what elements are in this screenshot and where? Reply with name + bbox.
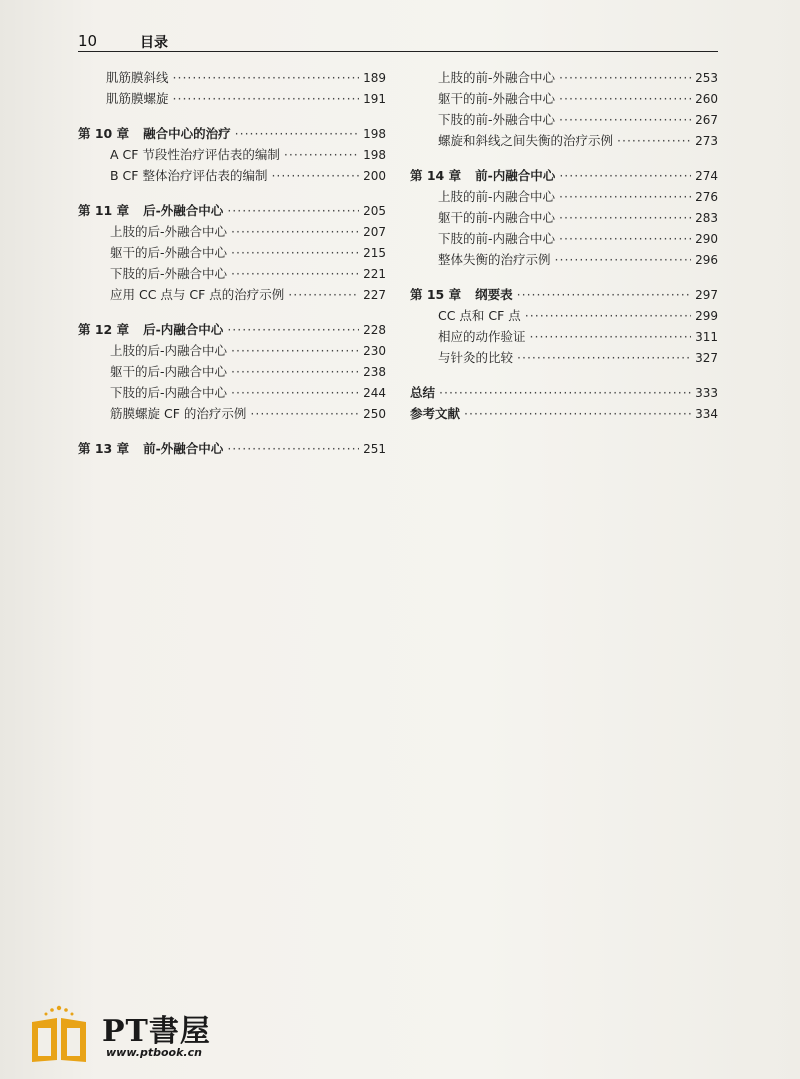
entry-title: 应用 CC 点与 CF 点的治疗示例: [110, 287, 285, 302]
entry-title: 整体失衡的治疗示例: [438, 252, 551, 267]
leader-dots: [525, 305, 691, 326]
leader-dots: [517, 347, 691, 368]
entry-page-number: 276: [695, 190, 718, 204]
entry-title: 肌筋膜斜线: [106, 70, 169, 85]
entry-title: 后-内融合中心: [143, 322, 224, 337]
toc-section-entry: [410, 130, 718, 151]
entry-page-number: 274: [695, 169, 718, 183]
entry-page-number: 297: [695, 288, 718, 302]
chapter-number: 第 13 章: [78, 441, 130, 456]
entry-title: 躯干的后-内融合中心: [110, 364, 228, 379]
entry-page-number: 283: [695, 211, 718, 225]
watermark-url: www.ptbook.cn: [106, 1046, 202, 1059]
entry-title: 相应的动作验证: [438, 329, 526, 344]
entry-title: 上肢的后-内融合中心: [110, 343, 228, 358]
toc-section-entry: [410, 347, 718, 368]
entry-page-number: 205: [363, 204, 386, 218]
entry-page-number: 299: [695, 309, 718, 323]
toc-section-entry: [78, 88, 386, 109]
watermark: [28, 1000, 268, 1070]
entry-title: 总结: [410, 385, 436, 400]
toc-section-entry: [410, 186, 718, 207]
toc-section-entry: [410, 67, 718, 88]
entry-page-number: 215: [363, 246, 386, 260]
toc-section-entry: [78, 165, 386, 186]
entry-page-number: 253: [695, 71, 718, 85]
entry-title: CC 点和 CF 点: [438, 308, 521, 323]
toc-section-entry: [410, 228, 718, 249]
chapter-number: 第 15 章: [410, 287, 462, 302]
leader-dots: [288, 284, 359, 305]
leader-dots: [559, 228, 691, 249]
leader-dots: [559, 165, 691, 186]
toc-section-entry: [410, 249, 718, 270]
toc-section-entry: [78, 382, 386, 403]
entry-title: 肌筋膜螺旋: [106, 91, 169, 106]
toc-section-entry: [78, 403, 386, 424]
page-header: [78, 30, 718, 52]
entry-title: 上肢的前-外融合中心: [438, 70, 556, 85]
toc-left-column: [78, 60, 386, 459]
entry-page-number: 260: [695, 92, 718, 106]
entry-page-number: 221: [363, 267, 386, 281]
toc-chapter-entry: [410, 165, 718, 186]
entry-page-number: 230: [363, 344, 386, 358]
toc-section-entry: [78, 263, 386, 284]
toc-chapter-entry: [78, 123, 386, 144]
watermark-name: PT書屋: [102, 1014, 211, 1049]
leader-dots: [559, 186, 691, 207]
entry-title: 与针灸的比较: [438, 350, 514, 365]
header-rule: [78, 51, 718, 52]
leader-dots: [559, 88, 691, 109]
toc-section-entry: [78, 340, 386, 361]
toc-section-entry: [410, 305, 718, 326]
toc-section-entry: [78, 144, 386, 165]
entry-title: 上肢的后-外融合中心: [110, 224, 228, 239]
toc-chapter-entry: [410, 284, 718, 305]
entry-page-number: 189: [363, 71, 386, 85]
entry-title: 纲要表: [475, 287, 513, 302]
entry-title: 前-外融合中心: [143, 441, 224, 456]
leader-dots: [227, 200, 359, 221]
leader-dots: [464, 403, 691, 424]
leader-dots: [284, 144, 359, 165]
entry-title: A CF 节段性治疗评估表的编制: [110, 147, 280, 162]
toc-right-column: [410, 60, 718, 424]
leader-dots: [559, 207, 691, 228]
entry-title: B CF 整体治疗评估表的编制: [110, 168, 268, 183]
leader-dots: [227, 319, 359, 340]
toc-section-entry: [78, 284, 386, 305]
toc-section-entry: [410, 88, 718, 109]
leader-dots: [227, 438, 359, 459]
leader-dots: [530, 326, 692, 347]
entry-title: 参考文献: [410, 406, 461, 421]
entry-page-number: 191: [363, 92, 386, 106]
leader-dots: [231, 263, 359, 284]
toc-section-entry: [410, 207, 718, 228]
entry-title: 前-内融合中心: [475, 168, 556, 183]
leader-dots: [231, 340, 359, 361]
leader-dots: [231, 242, 359, 263]
chapter-number: 第 11 章: [78, 203, 130, 218]
entry-page-number: 198: [363, 148, 386, 162]
leader-dots: [439, 382, 691, 403]
leader-dots: [231, 361, 359, 382]
toc-chapter-entry: [78, 319, 386, 340]
entry-title: 下肢的前-内融合中心: [438, 231, 556, 246]
toc-chapter-entry: [410, 403, 718, 424]
entry-page-number: 327: [695, 351, 718, 365]
leader-dots: [231, 382, 359, 403]
leader-dots: [559, 109, 691, 130]
entry-page-number: 207: [363, 225, 386, 239]
leader-dots: [559, 67, 691, 88]
entry-title: 后-外融合中心: [143, 203, 224, 218]
entry-page-number: 198: [363, 127, 386, 141]
chapter-number: 第 10 章: [78, 126, 130, 141]
entry-title: 上肢的前-内融合中心: [438, 189, 556, 204]
entry-page-number: 333: [695, 386, 718, 400]
leader-dots: [555, 249, 692, 270]
entry-page-number: 251: [363, 442, 386, 456]
entry-page-number: 267: [695, 113, 718, 127]
leader-dots: [231, 221, 359, 242]
entry-title: 躯干的前-内融合中心: [438, 210, 556, 225]
leader-dots: [250, 403, 359, 424]
page-number: 10: [78, 32, 98, 50]
entry-title: 躯干的后-外融合中心: [110, 245, 228, 260]
toc-section-entry: [78, 67, 386, 88]
entry-page-number: 334: [695, 407, 718, 421]
toc-section-entry: [78, 361, 386, 382]
entry-title: 下肢的后-内融合中心: [110, 385, 228, 400]
toc-chapter-entry: [410, 382, 718, 403]
leader-dots: [173, 67, 360, 88]
entry-page-number: 227: [363, 288, 386, 302]
chapter-number: 第 14 章: [410, 168, 462, 183]
entry-page-number: 311: [695, 330, 718, 344]
entry-page-number: 290: [695, 232, 718, 246]
toc-section-entry: [78, 221, 386, 242]
entry-title: 螺旋和斜线之间失衡的治疗示例: [438, 133, 614, 148]
entry-title: 融合中心的治疗: [143, 126, 231, 141]
running-title: 目录: [140, 35, 168, 51]
entry-page-number: 296: [695, 253, 718, 267]
leader-dots: [617, 130, 691, 151]
leader-dots: [235, 123, 359, 144]
entry-page-number: 228: [363, 323, 386, 337]
leader-dots: [271, 165, 359, 186]
entry-title: 下肢的前-外融合中心: [438, 112, 556, 127]
entry-page-number: 200: [363, 169, 386, 183]
toc-chapter-entry: [78, 200, 386, 221]
entry-title: 躯干的前-外融合中心: [438, 91, 556, 106]
entry-page-number: 244: [363, 386, 386, 400]
book-logo-icon: [28, 1002, 90, 1064]
entry-title: 筋膜螺旋 CF 的治疗示例: [110, 406, 247, 421]
entry-page-number: 250: [363, 407, 386, 421]
entry-page-number: 238: [363, 365, 386, 379]
toc-section-entry: [410, 109, 718, 130]
entry-title: 下肢的后-外融合中心: [110, 266, 228, 281]
toc-section-entry: [78, 242, 386, 263]
leader-dots: [517, 284, 691, 305]
toc-chapter-entry: [78, 438, 386, 459]
chapter-number: 第 12 章: [78, 322, 130, 337]
toc-section-entry: [410, 326, 718, 347]
entry-page-number: 273: [695, 134, 718, 148]
leader-dots: [173, 88, 360, 109]
